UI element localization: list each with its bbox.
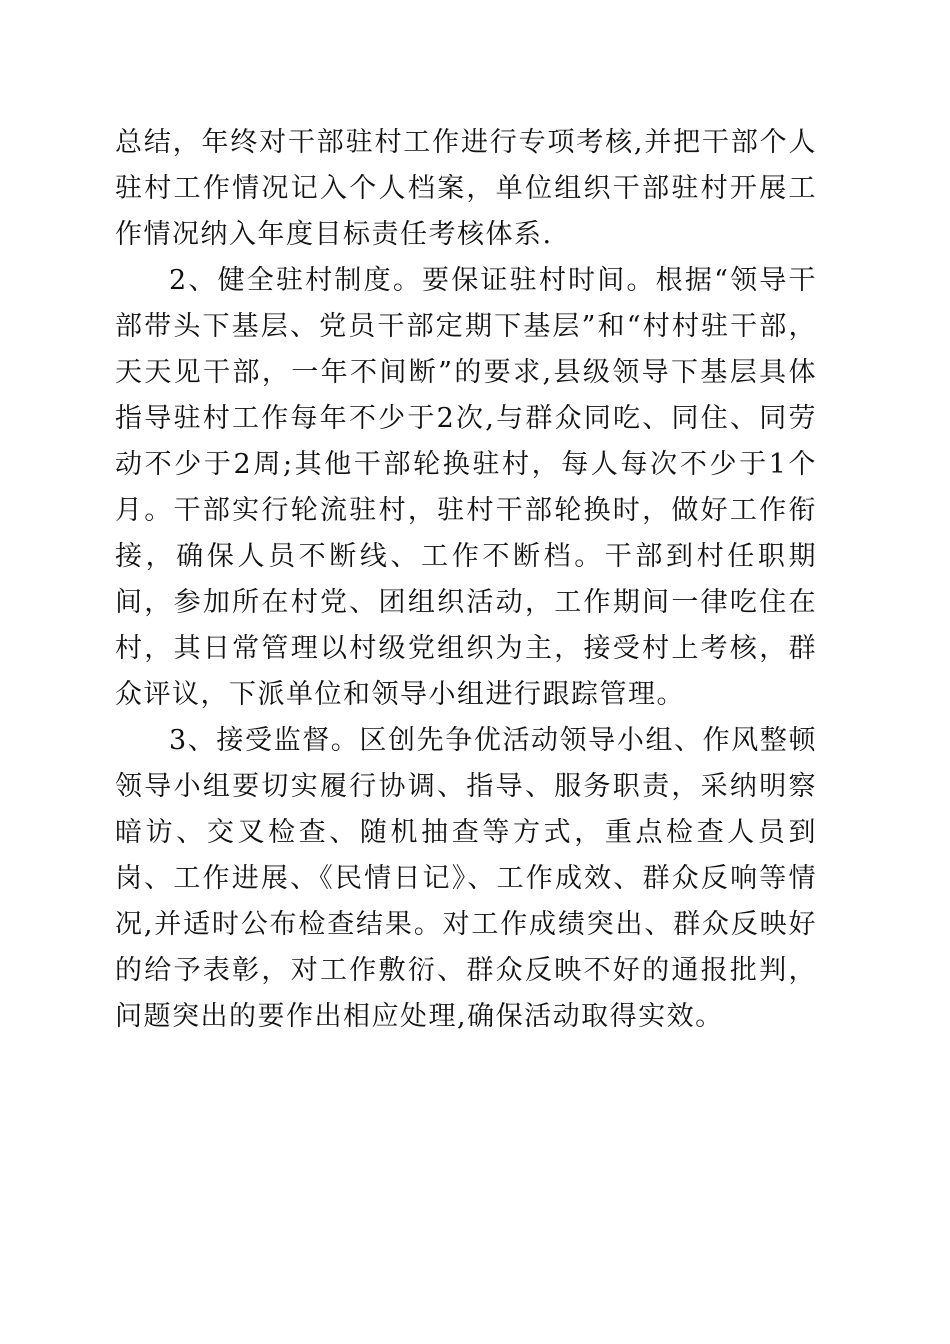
document-body bbox=[115, 120, 817, 1040]
paragraph-supervision: 3、接受监督。区创先争优活动领导小组、作风整顿领导小组要切实履行协调、指导、服务职责，采纳明察暗访、交叉检查、随机抽查等方式，重点检查人员到岗、工作进展、《民情日记》、工作成效、群众反响等情况,并适时公布检查结果。对工作成绩突出、群众反映好的给予表彰，对工作敷衍、群众反映不好的通报批判，问题突出的要作出相应处理,确保活动取得实效。 bbox=[115, 725, 817, 1032]
paragraph-summary-continuation: 总结，年终对干部驻村工作进行专项考核,并把干部个人驻村工作情况记入个人档案，单位组织干部驻村开展工作情况纳入年度目标责任考核体系. bbox=[115, 127, 817, 250]
paragraph-village-system: 2、健全驻村制度。要保证驻村时间。根据“领导干部带头下基层、党员干部定期下基层”和“村村驻干部，天天见干部，一年不间断”的要求,县级领导下基层具体指导驻村工作每年不少于2次,与群众同吃、同住、同劳动不少于2周;其他干部轮换驻村，每人每次不少于1个月。干部实行轮流驻村，驻村干部轮换时，做好工作衔接，确保人员不断线、工作不断档。干部到村任职期间，参加所在村党、团组织活动，工作期间一律吃住在村，其日常管理以村级党组织为主，接受村上考核，群众评议，下派单位和领导小组进行跟踪管理。 bbox=[115, 265, 817, 710]
